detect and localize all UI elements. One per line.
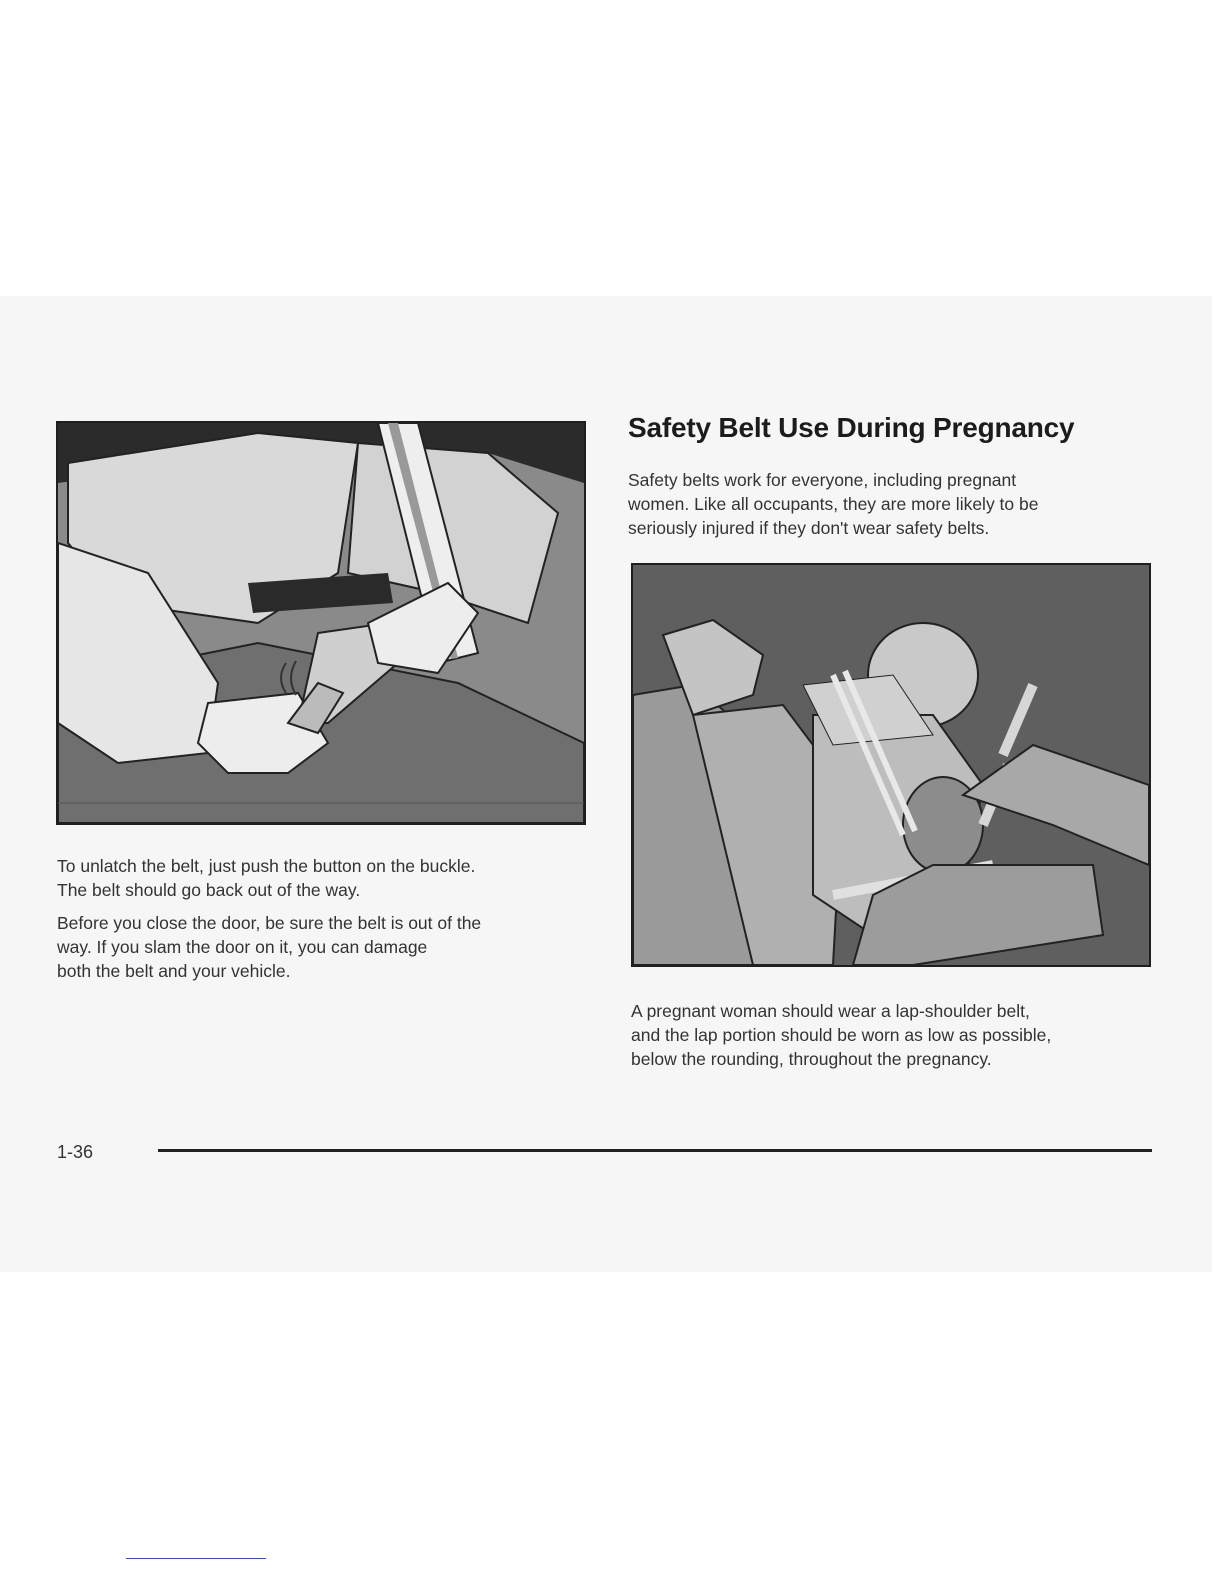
unlatch-line: To unlatch the belt, just push the button on the buckle. [57, 856, 476, 876]
intro-line: seriously injured if they don't wear safety belts. [628, 518, 990, 538]
door-line: both the belt and your vehicle. [57, 961, 291, 981]
unlatch-line: The belt should go back out of the way. [57, 880, 361, 900]
buckle-unlatch-illustration [56, 421, 586, 825]
door-line: Before you close the door, be sure the belt is out of the [57, 913, 482, 933]
pregnancy-line: and the lap portion should be worn as low as possible, [631, 1025, 1052, 1045]
footer-rule [158, 1149, 1152, 1152]
pregnancy-line: A pregnant woman should wear a lap-shoulder belt, [631, 1001, 1030, 1021]
buckle-unlatch-drawing [58, 423, 584, 823]
intro-line: women. Like all occupants, they are more likely to be [628, 494, 1039, 514]
pregnant-occupant-drawing [633, 565, 1149, 965]
link-underline[interactable] [126, 1558, 266, 1559]
pregnancy-paragraph [631, 999, 1161, 1071]
intro-line: Safety belts work for everyone, including pregnant [628, 470, 1017, 490]
section-heading: Safety Belt Use During Pregnancy [628, 412, 1075, 443]
intro-paragraph [628, 468, 1148, 540]
pregnant-occupant-illustration [631, 563, 1151, 967]
page-number: 1-36 [57, 1142, 94, 1162]
door-line: way. If you slam the door on it, you can damage [57, 937, 428, 957]
unlatch-paragraph [57, 854, 597, 902]
door-paragraph [57, 911, 597, 983]
pregnancy-line: below the rounding, throughout the pregnancy. [631, 1049, 992, 1069]
